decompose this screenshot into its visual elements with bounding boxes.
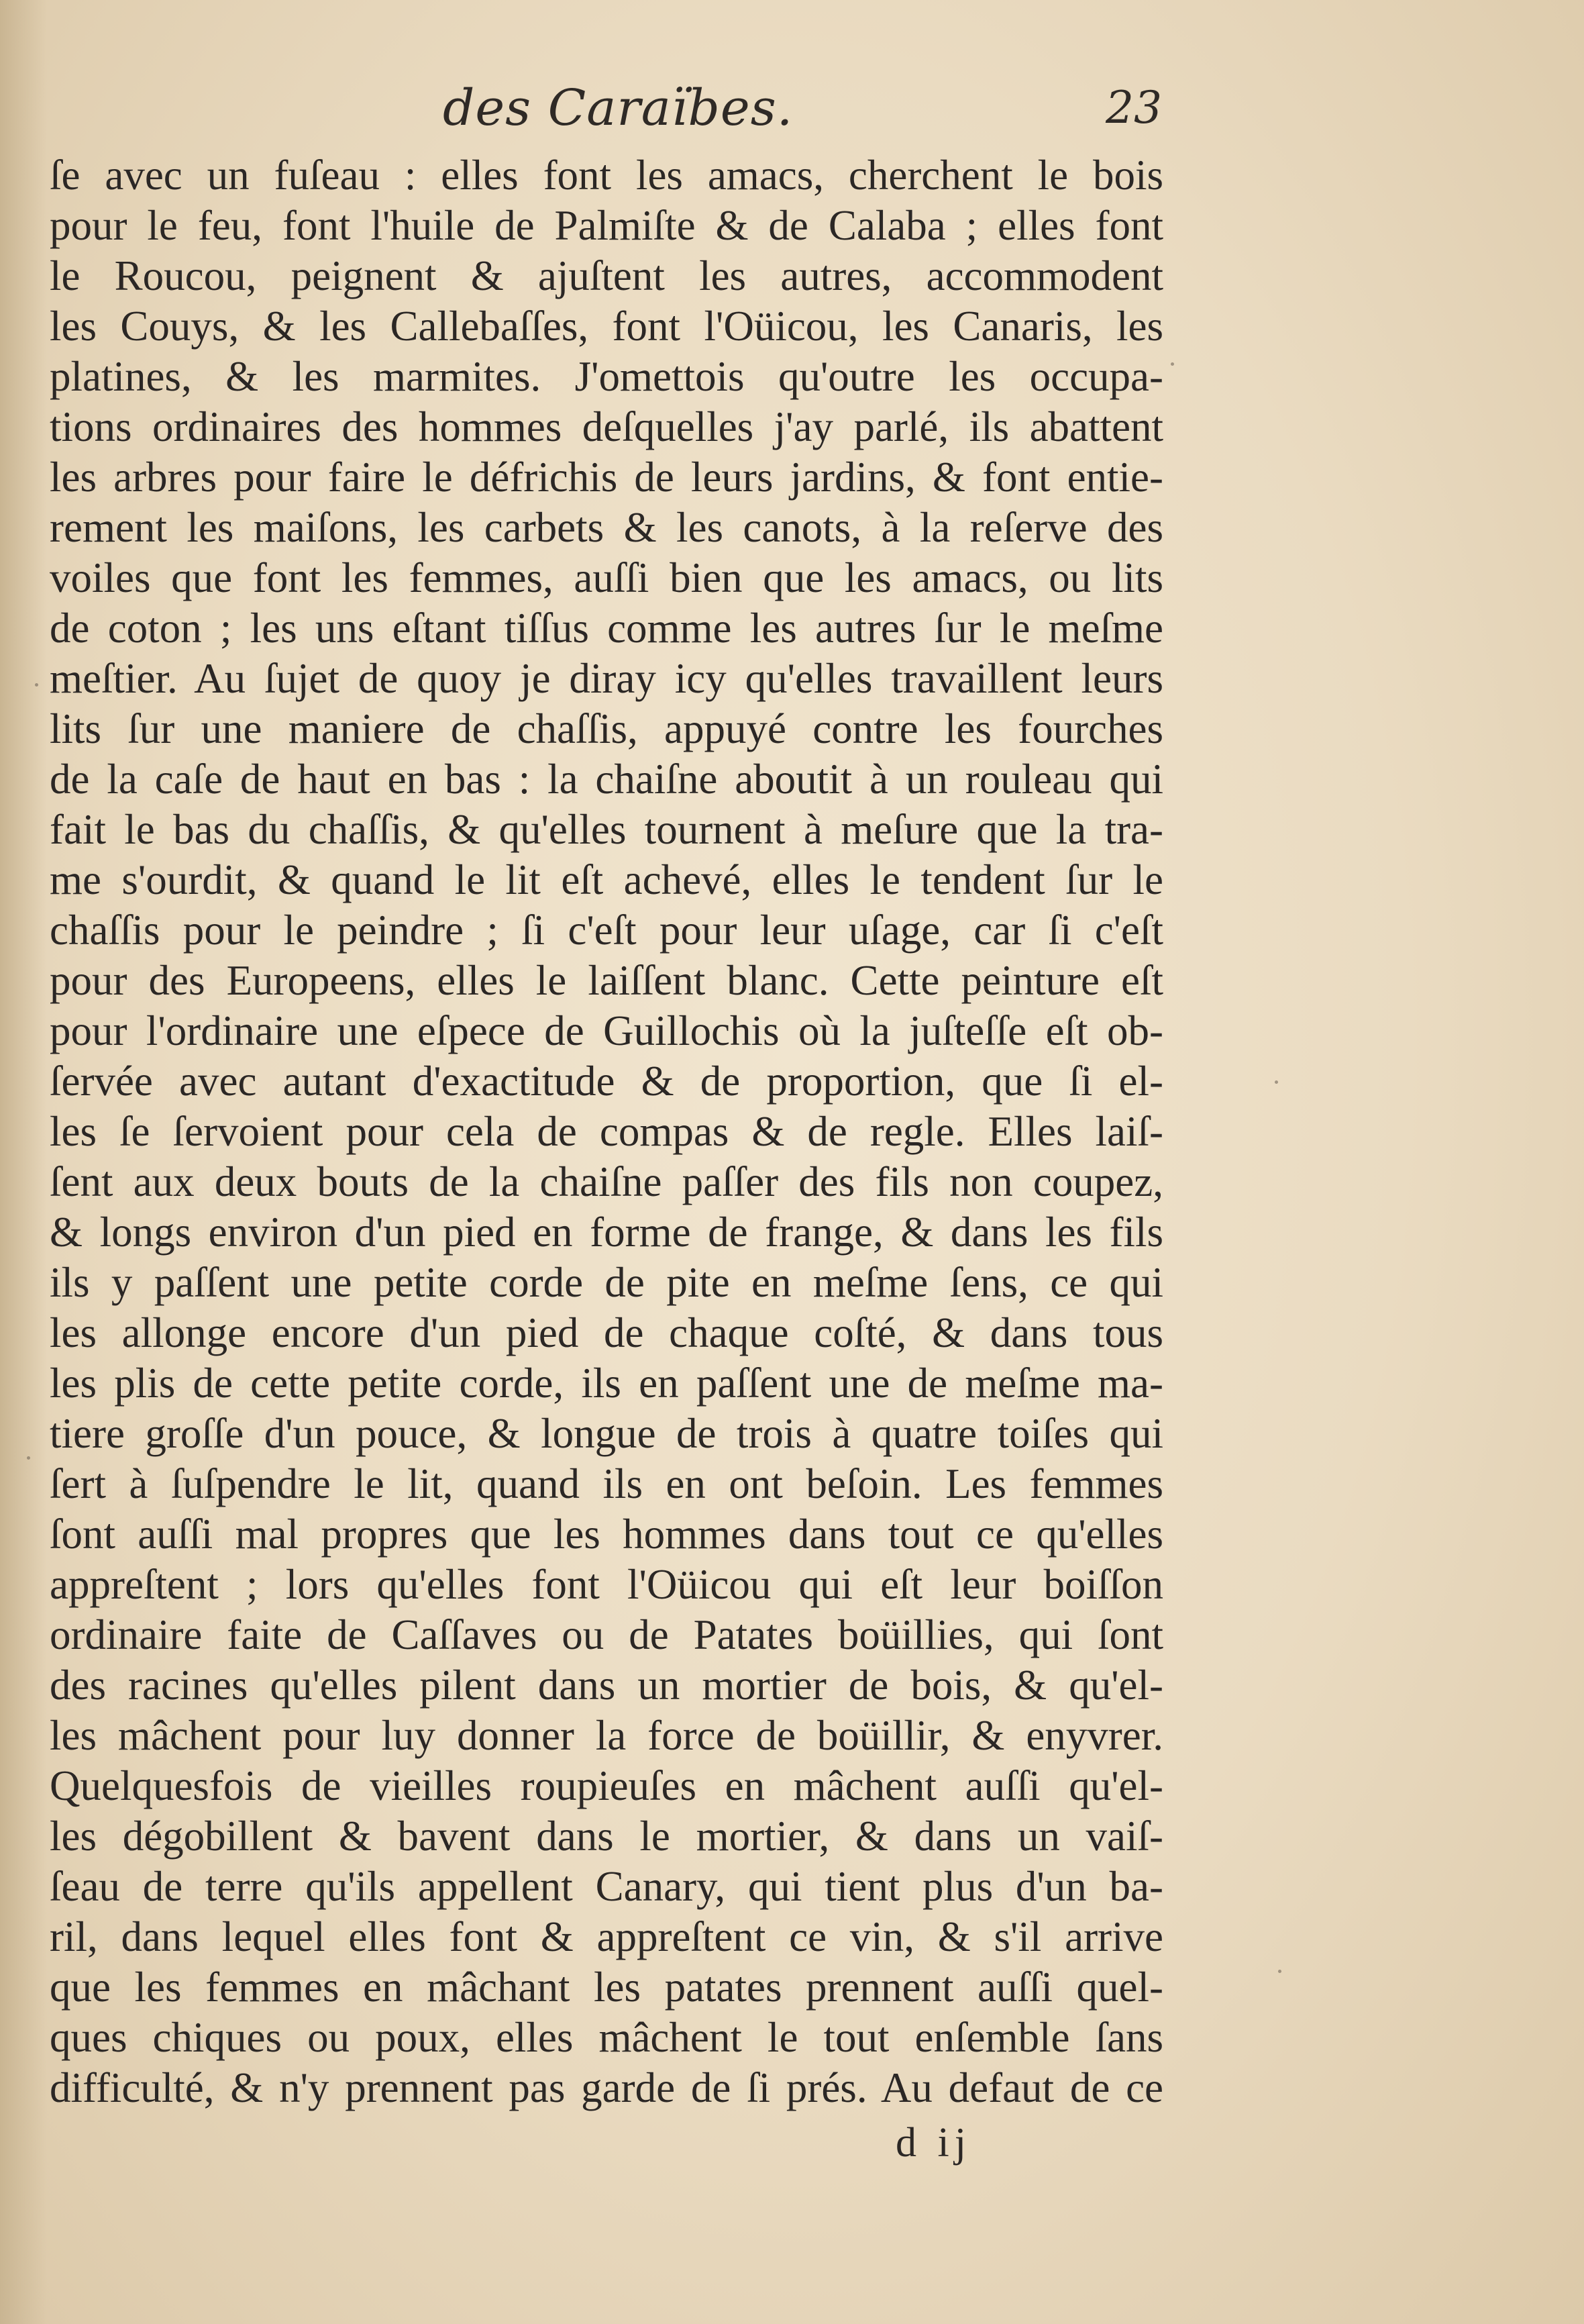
text-line: lits ſur une maniere de chaſſis, appuyé contre les fourches (50, 705, 1163, 752)
text-line: appreſtent ; lors qu'elles font l'Oüicou qui eſt leur boiſſon (50, 1561, 1163, 1608)
text-line: ils y paſſent une petite corde de pite en meſme ſens, ce qui (50, 1259, 1163, 1306)
text-line: ril, dans lequel elles font & appreſtent ce vin, & s'il arrive (50, 1913, 1163, 1960)
text-line: ſe avec un fuſeau : elles font les amacs, cherchent le bois (50, 152, 1163, 199)
text-line: & longs environ d'un pied en forme de frange, & dans les fils (50, 1209, 1163, 1256)
page-number: 23 (1106, 82, 1162, 134)
paper-speck (35, 683, 38, 687)
text-line: ſert à ſuſpendre le lit, quand ils en ont beſoin. Les femmes (50, 1460, 1163, 1507)
text-line: voiles que font les femmes, auſſi bien que les amacs, ou lits (50, 554, 1163, 601)
paper-speck (1275, 1080, 1278, 1084)
text-line: ques chiques ou poux, elles mâchent le tout enſemble ſans (50, 2014, 1163, 2061)
text-line: tions ordinaires des hommes deſquelles j'ay parlé, ils abattent (50, 403, 1163, 450)
text-line: des racines qu'elles pilent dans un mortier de bois, & qu'el- (50, 1662, 1163, 1709)
text-line: fait le bas du chaſſis, & qu'elles tournent à meſure que la tra- (50, 806, 1163, 853)
text-line: rement les maiſons, les carbets & les canots, à la reſerve des (50, 504, 1163, 551)
paper-speck (1171, 362, 1174, 366)
text-line: les plis de cette petite corde, ils en paſſent une de meſme ma- (50, 1360, 1163, 1407)
text-line: que les femmes en mâchant les patates prennent auſſi quel- (50, 1964, 1163, 2011)
text-line: pour le feu, font l'huile de Palmiſte & de Calaba ; elles font (50, 202, 1163, 249)
text-line: difficulté, & n'y prennent pas garde de ſi prés. Au defaut de ce (50, 2064, 1163, 2111)
text-line: pour des Europeens, elles le laiſſent blanc. Cette peinture eſt (50, 957, 1163, 1004)
paper-speck (1278, 1970, 1281, 1973)
text-line: les mâchent pour luy donner la force de boüillir, & enyvrer. (50, 1712, 1163, 1759)
text-line: ſeau de terre qu'ils appellent Canary, qui tient plus d'un ba- (50, 1863, 1163, 1910)
page-header (0, 79, 1584, 160)
text-line: les ſe ſervoient pour cela de compas & de regle. Elles laiſ- (50, 1108, 1163, 1155)
gutter-shadow (0, 0, 47, 2324)
text-line: ſont auſſi mal propres que les hommes dans tout ce qu'elles (50, 1511, 1163, 1558)
text-line: le Roucou, peignent & ajuſtent les autres, accommodent (50, 252, 1163, 299)
text-line: de la caſe de haut en bas : la chaiſne aboutit à un rouleau qui (50, 756, 1163, 803)
text-line: pour l'ordinaire une eſpece de Guillochis où la juſteſſe eſt ob- (50, 1007, 1163, 1054)
text-line: platines, & les marmites. J'omettois qu'outre les occupa- (50, 353, 1163, 400)
body-text (50, 150, 1163, 2113)
text-line: les dégobillent & bavent dans le mortier, & dans un vaiſ- (50, 1813, 1163, 1860)
text-line: les allonge encore d'un pied de chaque coſté, & dans tous (50, 1309, 1163, 1356)
text-line: ſervée avec autant d'exactitude & de proportion, que ſi el- (50, 1058, 1163, 1105)
text-line: ordinaire faite de Caſſaves ou de Patates boüillies, qui ſont (50, 1611, 1163, 1658)
text-line: chaſſis pour le peindre ; ſi c'eſt pour leur uſage, car ſi c'eſt (50, 907, 1163, 954)
text-line: les arbres pour faire le défrichis de leurs jardins, & font entie- (50, 454, 1163, 501)
text-line: meſtier. Au ſujet de quoy je diray icy qu'elles travaillent leurs (50, 655, 1163, 702)
signature-mark: d ij (896, 2120, 971, 2166)
paper-speck (27, 1456, 30, 1460)
text-line: ſent aux deux bouts de la chaiſne paſſer des fils non coupez, (50, 1158, 1163, 1205)
text-line: me s'ourdit, & quand le lit eſt achevé, elles le tendent ſur le (50, 856, 1163, 903)
text-line: les Couys, & les Callebaſſes, font l'Oüicou, les Canaris, les (50, 303, 1163, 350)
text-line: tiere groſſe d'un pouce, & longue de trois à quatre toiſes qui (50, 1410, 1163, 1457)
text-line: de coton ; les uns eſtant tiſſus comme les autres ſur le meſme (50, 605, 1163, 652)
text-line: Quelquesfois de vieilles roupieuſes en mâchent auſſi qu'el- (50, 1762, 1163, 1809)
running-title: des Caraïbes. (443, 79, 794, 137)
